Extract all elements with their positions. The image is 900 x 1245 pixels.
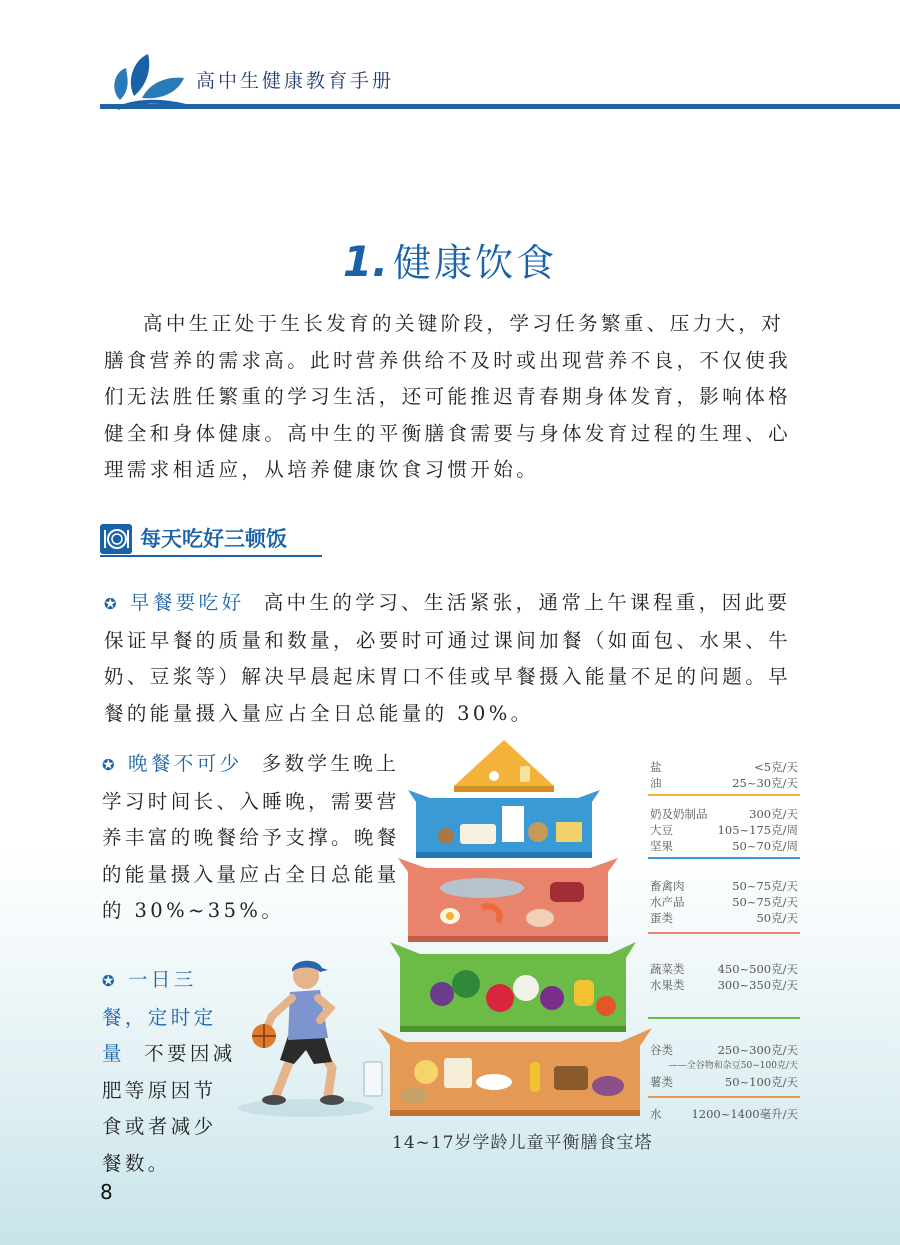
pyramid-label-name: 坚果 xyxy=(650,839,673,853)
pyramid-level-grains-tubers xyxy=(378,1028,652,1116)
pyramid-label-name: 盐 xyxy=(650,760,662,774)
pyramid-label-name: 油 xyxy=(650,776,662,790)
pyramid-label-amount: 50~75克/天 xyxy=(732,895,798,909)
pyramid-label-divider xyxy=(648,857,800,859)
star-bullet-icon: ✪ xyxy=(102,756,118,774)
pyramid-label-divider xyxy=(648,794,800,796)
dinner-paragraph xyxy=(102,746,412,930)
pyramid-label-amount: 50~70克/周 xyxy=(732,839,798,853)
pyramid-label-name: 畜禽肉 xyxy=(650,879,685,893)
pyramid-label-amount: 450~500克/天 xyxy=(717,962,798,976)
pyramid-label-amount: 1200~1400毫升/天 xyxy=(691,1107,798,1121)
page-title xyxy=(0,232,900,287)
leaf-logo-icon xyxy=(108,52,188,110)
dinner-lead: 晚餐不可少 xyxy=(127,752,243,775)
plate-icon xyxy=(100,524,132,554)
pyramid-level-vegetables-fruit xyxy=(390,942,636,1032)
pyramid-label-amount: 50~75克/天 xyxy=(732,879,798,893)
breakfast-paragraph xyxy=(104,585,796,732)
intro-paragraph: 高中生正处于生长发育的关键阶段，学习任务繁重、压力大，对膳食营养的需求高。此时营养供给不及时或出现营养不良，不仅使我们无法胜任繁重的学习生活，还可能推迟青春期身体发育，影响体格健全和身体健康。高中生的平衡膳食需要与身体发育过程的生理、心理需求相适应，从培养健康饮食习惯开始。 xyxy=(104,312,792,481)
pyramid-label-name: 谷类 xyxy=(650,1043,673,1057)
dinner-body: 多数学生晚上学习时间长、入睡晚，需要营养丰富的晚餐给予支撑。晚餐的能量摄入量应占全日总能量的 30%~35%。 xyxy=(102,752,400,922)
pyramid-label-name: 水 xyxy=(650,1107,662,1121)
header-rule xyxy=(100,104,900,109)
header-title: 高中生健康教育手册 xyxy=(196,70,395,92)
pyramid-label-name: 蛋类 xyxy=(650,911,673,925)
title-text: 健康饮食 xyxy=(393,241,558,285)
pyramid-label-amount: 105~175克/周 xyxy=(717,823,798,837)
breakfast-body: 高中生的学习、生活紧张，通常上午课程重，因此要保证早餐的质量和数量，必要时可通过课间加餐（如面包、水果、牛奶、豆浆等）解决早晨起床胃口不佳或早餐摄入能量不足的问题。早餐的能量摄入量应占全日总能量的 30%。 xyxy=(104,591,792,725)
pyramid-label-name: 奶及奶制品 xyxy=(650,807,708,821)
three-meals-lead: 一日三餐，定时定量 xyxy=(102,968,217,1065)
three-meals-paragraph xyxy=(102,962,238,1182)
pyramid-label-divider xyxy=(648,1017,800,1019)
pyramid-label-amount: 50克/天 xyxy=(756,911,798,925)
pyramid-label-amount: ——全谷物和杂豆50~100克/天 xyxy=(668,1061,798,1071)
star-bullet-icon: ✪ xyxy=(104,595,120,613)
pyramid-label-divider xyxy=(648,932,800,934)
section-title: 每天吃好三顿饭 xyxy=(140,527,287,551)
pyramid-label-name: 水产品 xyxy=(650,895,685,909)
title-number: 1. xyxy=(342,237,389,286)
three-meals-body: 不要因减肥等原因节食或者减少餐数。 xyxy=(102,1042,236,1175)
pyramid-label-name: 薯类 xyxy=(650,1075,673,1089)
pyramid-level-dairy-soy-nuts xyxy=(408,790,600,858)
pyramid-label-amount: 250~300克/天 xyxy=(717,1043,798,1057)
pyramid-label-amount: 25~30克/天 xyxy=(732,776,798,790)
page-number: 8 xyxy=(100,1180,113,1204)
pyramid-level-salt-oil xyxy=(454,740,554,792)
pyramid-label-amount: <5克/天 xyxy=(754,760,798,774)
pyramid-label-divider xyxy=(648,1096,800,1098)
section-underline xyxy=(100,555,322,557)
pyramid-level-meat-fish-eggs xyxy=(398,858,618,942)
pyramid-label-name: 大豆 xyxy=(650,823,673,837)
pyramid-label-amount: 300~350克/天 xyxy=(717,978,798,992)
pyramid-label-name: 蔬菜类 xyxy=(650,962,685,976)
pyramid-label-name: 水果类 xyxy=(650,978,685,992)
pyramid-label-amount: 300克/天 xyxy=(749,807,798,821)
pyramid-caption: 14~17岁学龄儿童平衡膳食宝塔 xyxy=(392,1133,653,1153)
star-bullet-icon: ✪ xyxy=(102,972,118,990)
pyramid-label-amount: 50~100克/天 xyxy=(724,1075,798,1089)
breakfast-lead: 早餐要吃好 xyxy=(129,591,245,614)
